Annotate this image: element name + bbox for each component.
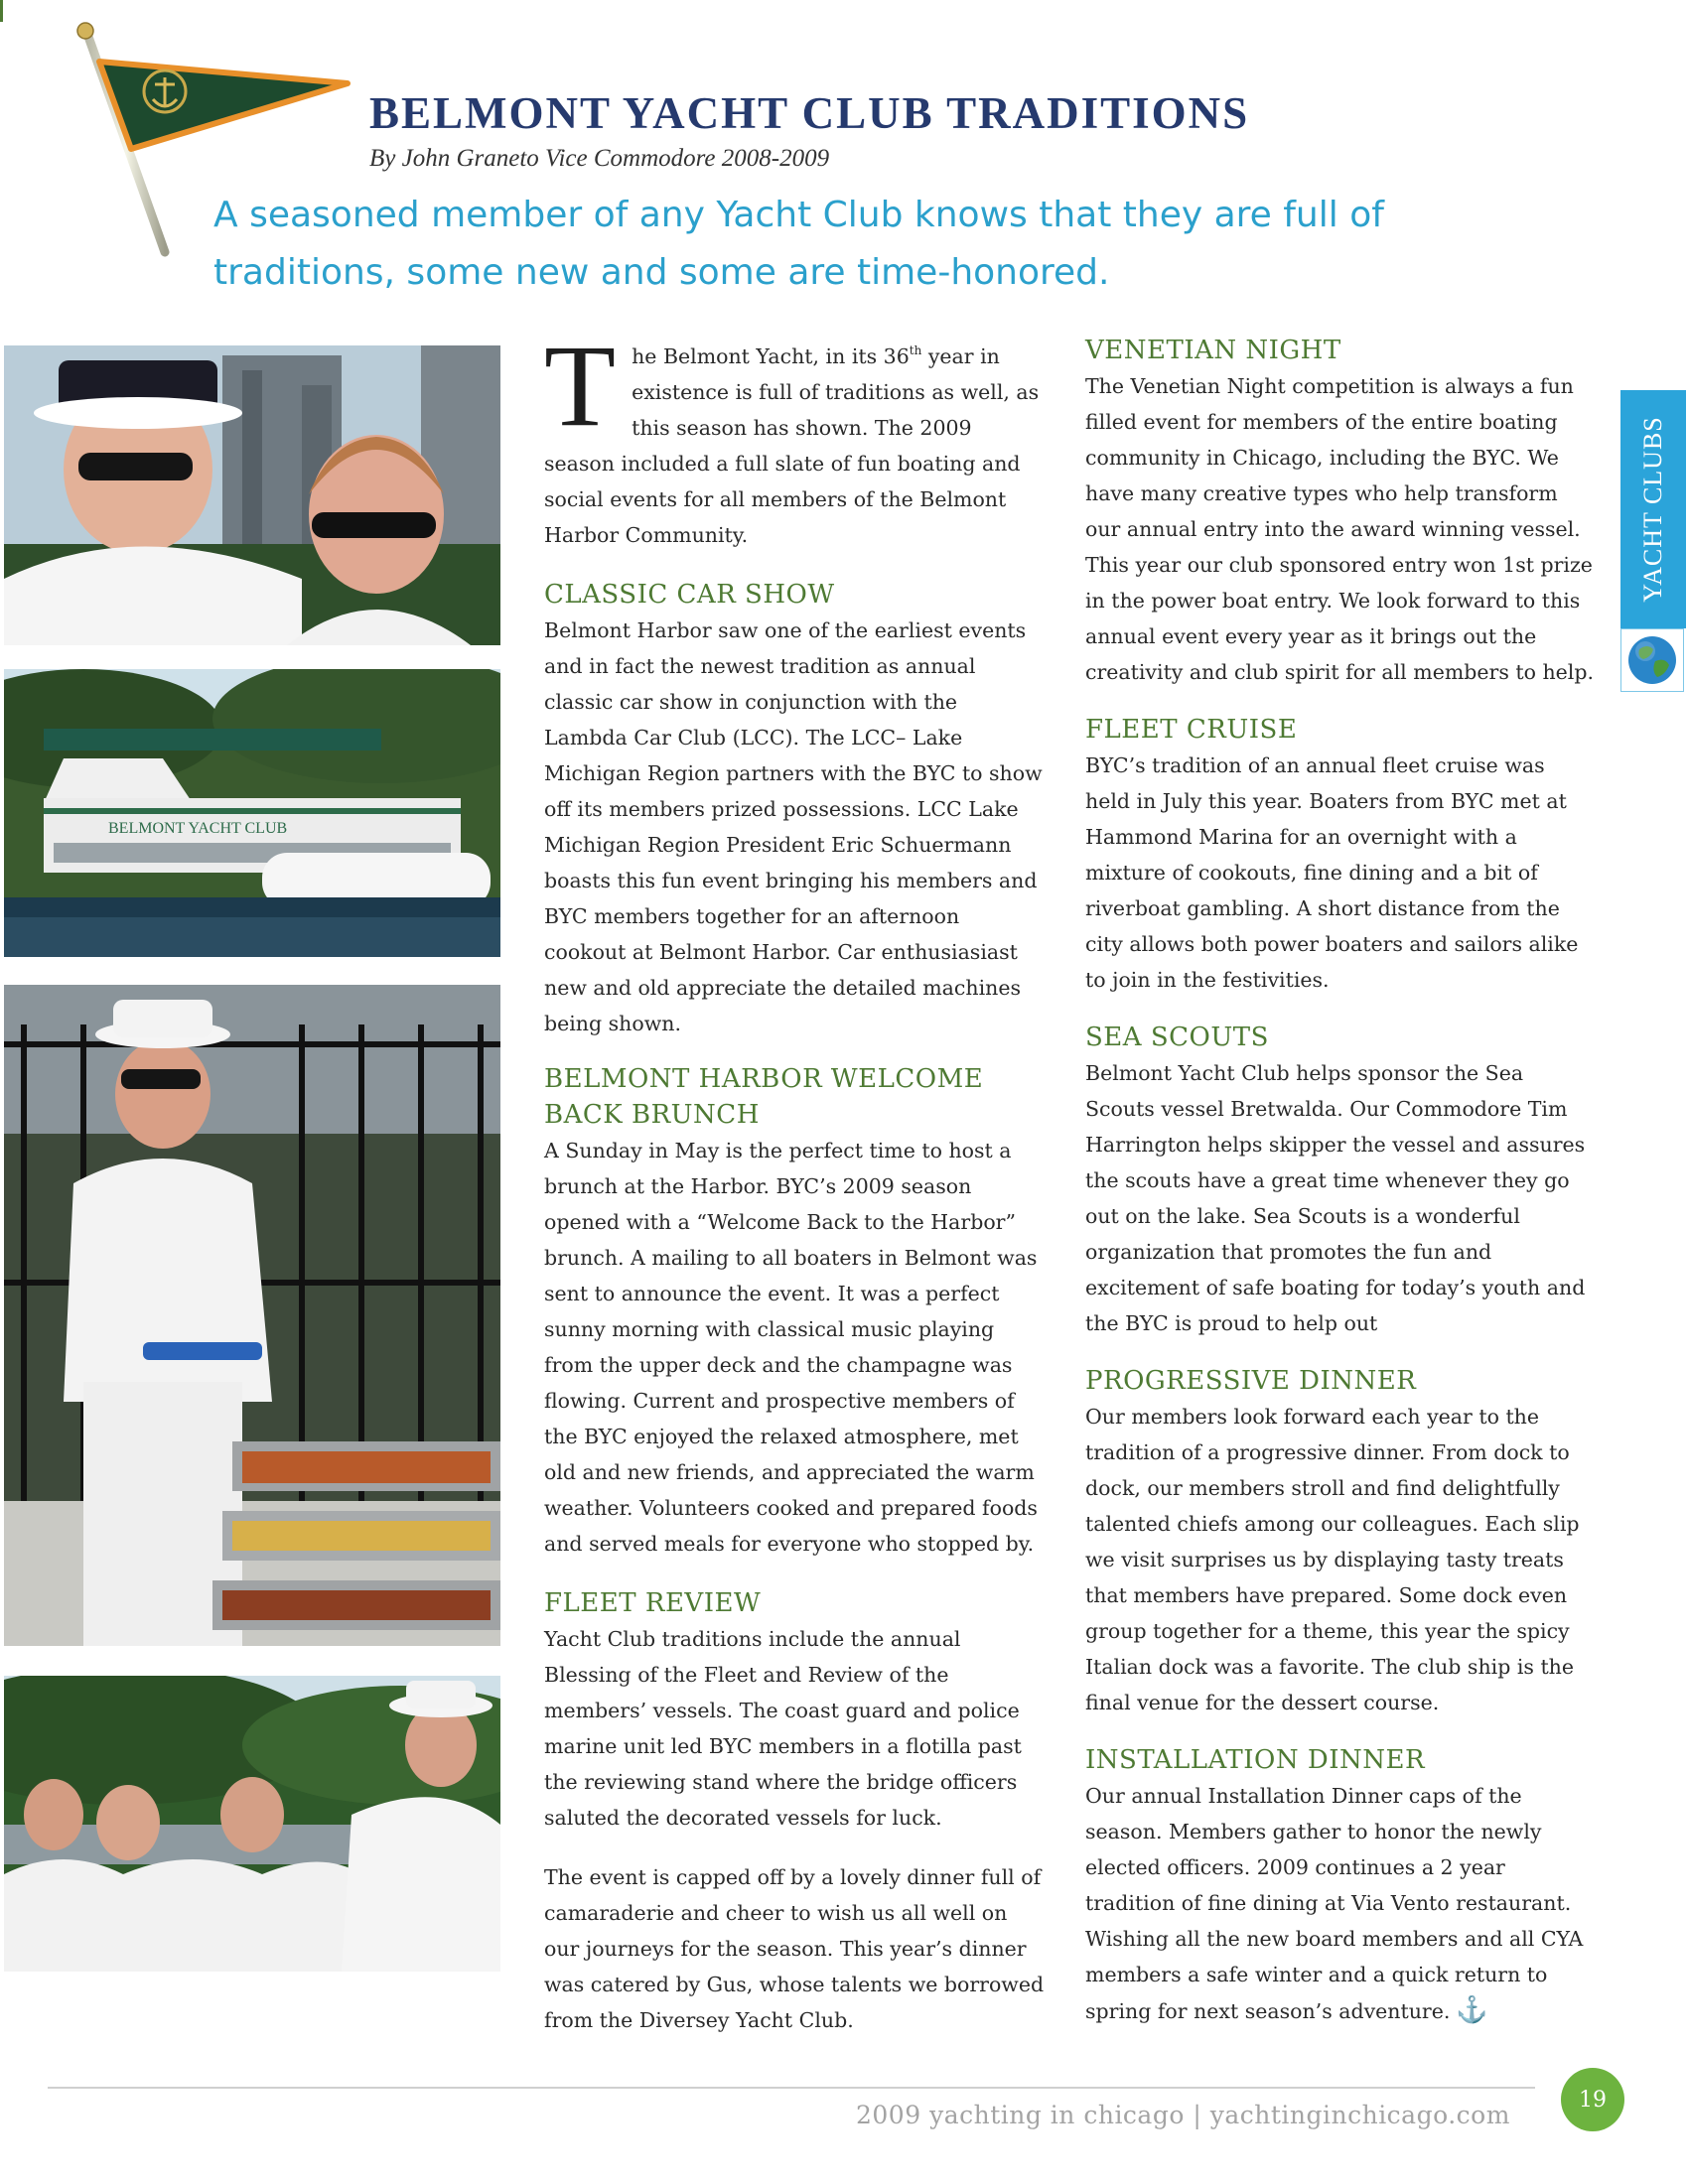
article-column-left: [544, 321, 1046, 2038]
body-installation-dinner: Our annual Installation Dinner caps of the season. Members gather to honor the newly elected officers. 2009 continues a 2 year tradition of fine dining at Via Vento restaurant. Wishing all the new board members and all CYA members a safe winter and a quick return to spring for next season’s adventure. ⚓: [1085, 1784, 1584, 2025]
body-venetian-night: The Venetian Night competition is always a fun filled event for members of the entire boating community in Chicago, including the BYC. We have many creative types who help transform our annual entry into the award winning vessel. This year our club sponsored entry won 1st prize in the power boat entry. We look forward to this annual event every year as it brings out the creativity and club spirit for all members to help.: [1085, 374, 1594, 684]
article-title: BELMONT YACHT CLUB TRADITIONS: [369, 88, 1250, 138]
intro-paragraph: The Belmont Yacht, in its 36th year in existence is full of traditions as well, as this season has shown. The 2009 season included a full slate of fun boating and social events for all members of the Belmont Harbor Community.: [544, 321, 1040, 547]
heading-classic-car-show: CLASSIC CAR SHOW: [544, 580, 835, 610]
footer-text: 2009 yachting in chicago | yachtinginchicago.com: [856, 2101, 1510, 2129]
heading-welcome-back-brunch: BELMONT HARBOR WELCOME BACK BRUNCH: [544, 1064, 984, 1130]
photo-club-boat: [4, 669, 500, 957]
heading-fleet-cruise: FLEET CRUISE: [1085, 715, 1298, 745]
page-number: 19: [1579, 2087, 1607, 2113]
heading-venetian-night: VENETIAN NIGHT: [1085, 336, 1341, 365]
boat-sign-text: BELMONT YACHT CLUB: [108, 820, 288, 837]
photo-fleet-salute: [4, 1676, 500, 1972]
body-fleet-review: Yacht Club traditions include the annual Blessing of the Fleet and Review of the members’ vessels. The coast guard and police marine unit led BYC members in a flotilla past the reviewing stand where the bridge officers saluted the decorated vessels for luck.: [544, 1627, 1022, 1830]
photo-officers-portrait: [4, 345, 500, 645]
article-byline: By John Graneto Vice Commodore 2008-2009: [369, 145, 830, 172]
section-tab-label: YACHT CLUBS: [1638, 416, 1667, 603]
heading-fleet-review: FLEET REVIEW: [544, 1588, 762, 1618]
body-progressive-dinner: Our members look forward each year to the tradition of a progressive dinner. From dock to dock, our members stroll and find delightfully talented chiefs among our colleagues. Each slip we visit surprises us by displaying tasty treats that members have prepared. Some dock even group together for a theme, this year the spicy Italian dock was a favorite. The club ship is the final venue for the dessert course.: [1085, 1405, 1580, 1714]
article-tagline: A seasoned member of any Yacht Club knows that they are full of traditions, some new and some are time-honored.: [213, 195, 1384, 293]
heading-sea-scouts: SEA SCOUTS: [1085, 1023, 1269, 1052]
footer-rule: [48, 2087, 1535, 2089]
article-column-right: [1085, 333, 1594, 2029]
body-sea-scouts: Belmont Yacht Club helps sponsor the Sea Scouts vessel Bretwalda. Our Commodore Tim Harrington helps skipper the vessel and assures the scouts have a great time whenever they go out on the lake. Sea Scouts is a wonderful organization that promotes the fun and excitement of safe boating for today’s youth and the BYC is proud to help out: [1085, 1061, 1586, 1335]
section-tab-yacht-clubs[interactable]: [1620, 390, 1686, 628]
drop-cap: T: [544, 321, 617, 451]
photo-brunch-officer: [4, 985, 500, 1646]
corner-mark: [0, 0, 3, 22]
heading-progressive-dinner: PROGRESSIVE DINNER: [1085, 1366, 1417, 1396]
anchor-icon: ⚓: [1456, 1995, 1488, 2025]
body-welcome-back-brunch: A Sunday in May is the perfect time to host a brunch at the Harbor. BYC’s 2009 season opened with a “Welcome Back to the Harbor” brunch. A mailing to all boaters in Belmont was sent to announce the event. It was a perfect sunny morning with classical music playing from the upper deck and the champagne was flowing. Current and prospective members of the BYC enjoyed the relaxed atmosphere, met old and new friends, and appreciated the warm weather. Volunteers cooked and prepared foods and served meals for everyone who stopped by.: [544, 1139, 1038, 1556]
body-fleet-review-dinner: The event is capped off by a lovely dinner full of camaraderie and cheer to wish us all well on our journeys for the season. This year’s dinner was catered by Gus, whose talents we borrowed from the Diversey Yacht Club.: [544, 1865, 1045, 2032]
heading-installation-dinner: INSTALLATION DINNER: [1085, 1745, 1426, 1775]
body-fleet-cruise: BYC’s tradition of an annual fleet cruise was held in July this year. Boaters from BYC met at Hammond Marina for an overnight with a mixture of cookouts, fine dining and a bit of riverboat gambling. A short distance from the city allows both power boaters and sailors alike to join in the festivities.: [1085, 753, 1579, 992]
globe-icon: [1620, 628, 1684, 692]
body-classic-car-show: Belmont Harbor saw one of the earliest events and in fact the newest tradition as annual classic car show in conjunction with the Lambda Car Club (LCC). The LCC– Lake Michigan Region partners with the BYC to show off its members prized possessions. LCC Lake Michigan Region President Eric Schuermann boasts this fun event bringing his members and BYC members together for an afternoon cookout at Belmont Harbor. Car enthusiasiast new and old appreciate the detailed machines being shown.: [544, 618, 1043, 1035]
page-number-badge: [1561, 2068, 1624, 2131]
